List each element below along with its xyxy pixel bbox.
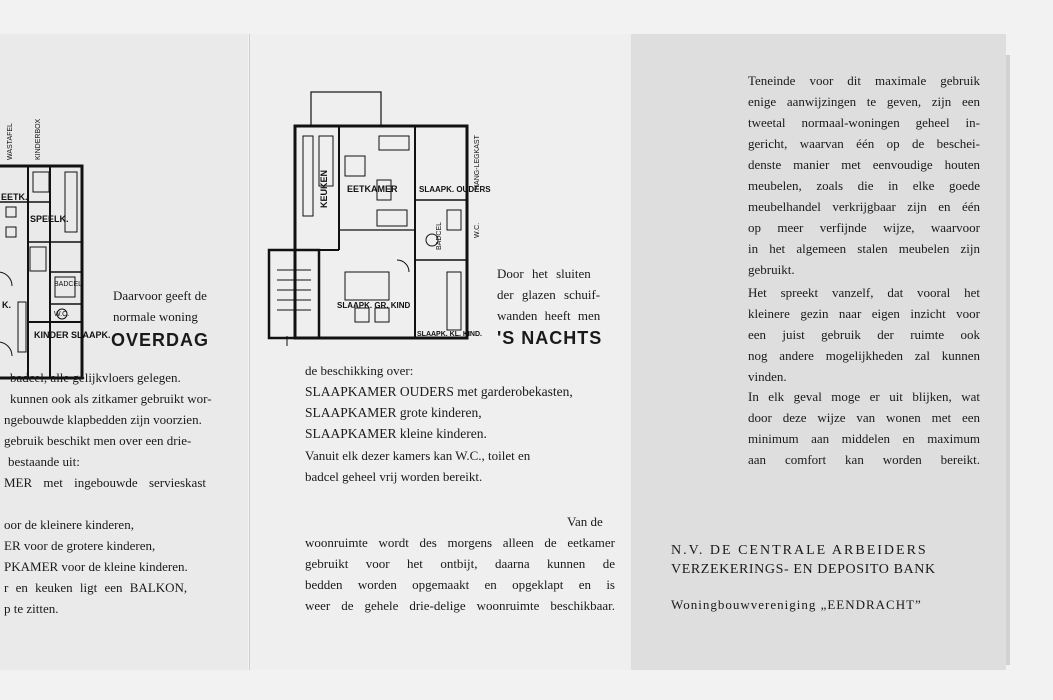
right-body-line: gericht, waarvan één op de beschei- — [748, 136, 980, 151]
right-body-line: op meer verfijnde wijze, waarvoor — [748, 220, 980, 235]
middle-body-line: badcel geheel vrij worden bereikt. — [305, 469, 483, 484]
right-body-line: meubelhandel verkrijgbaar zijn en één — [748, 199, 980, 214]
day-caption-line-1: Daarvoor geeft de — [113, 288, 207, 303]
night-caption-line: wanden heeft men — [497, 308, 601, 323]
left-body-line: kunnen ook als zitkamer gebruikt wor- — [10, 391, 212, 406]
floor-plan-night — [267, 90, 491, 350]
left-body-line: ER voor de grotere kinderen, — [4, 538, 156, 553]
left-body-line: ngebouwde klapbedden zijn voorzien. — [4, 412, 202, 427]
plan-label-slaapk-ouders: SLAAPK. OUDERS — [419, 185, 491, 194]
left-body-line: bestaande uit: — [8, 454, 80, 469]
right-body-line: minimum aan middelen en maximum — [748, 431, 980, 446]
right-body-line: In elk geval moge er uit blijken, wat — [748, 389, 980, 404]
left-body-line: r en keuken ligt een BALKON, — [4, 580, 188, 595]
middle-para2-line: woonruimte wordt des morgens alleen de eetkamer — [305, 535, 615, 550]
day-caption-line-2: normale woning — [113, 309, 198, 324]
left-body-line: MER met ingebouwde servieskast — [4, 475, 206, 490]
right-body-line: gebruikt. — [748, 262, 795, 277]
middle-body-line: SLAAPKAMER kleine kinderen. — [305, 426, 487, 441]
left-body-line: oor de kleinere kinderen, — [4, 517, 134, 532]
right-body-line: door deze wijze van wonen met een — [748, 410, 980, 425]
right-body-line: meubelen, zoals die in elke goede — [748, 178, 980, 193]
night-caption-line: Door het sluiten — [497, 266, 591, 281]
left-body-line: p te zitten. — [4, 601, 59, 616]
plan-label-slaapk-kl-kind: SLAAPK. KL. KIND. — [417, 331, 482, 338]
plan-label-speelk: SPEELK. — [30, 214, 69, 224]
right-body-line: kleinere gezin naar eigen inzicht voor — [748, 306, 980, 321]
right-body-line: tweetal normaal-woningen geheel in- — [748, 115, 980, 130]
plan-label-eetkamer: EETKAMER — [347, 184, 398, 194]
right-body-line: enige aanwijzingen te geven, zijn een — [748, 94, 980, 109]
night-caption-line: der glazen schuif- — [497, 287, 601, 302]
right-body-line: vinden. — [748, 369, 787, 384]
right-body-line: Teneinde voor dit maximale gebruik — [748, 73, 980, 88]
left-body-line: PKAMER voor de kleine kinderen. — [4, 559, 188, 574]
plan-label-badcel: BADCEL — [54, 281, 83, 288]
plan-label-wc: W.C. — [54, 311, 70, 318]
plan-label-badcel: BADCEL — [436, 221, 443, 250]
plan-label-k: K. — [2, 300, 11, 310]
middle-body-line: de beschikking over: — [305, 363, 414, 378]
middle-body-line: SLAAPKAMER OUDERS met garderobekasten, — [305, 384, 573, 399]
middle-para2-line: gebruikt voor het ontbijt, daarna kunnen de — [305, 556, 615, 571]
plan-label-wc: W.C. — [474, 222, 481, 238]
plan-label-keuken: KEUKEN — [319, 169, 329, 208]
left-body-line: badcel, alle gelijkvloers gelegen. — [10, 370, 181, 385]
middle-body-line: SLAAPKAMER grote kinderen, — [305, 405, 482, 420]
middle-para2-first: Van de — [567, 514, 603, 529]
right-panel-edge — [1006, 55, 1010, 665]
plan-label-kinder-slaapk: KINDER SLAAPK. — [34, 330, 111, 340]
floor-plan-day — [0, 72, 111, 352]
company-name-line-2: VERZEKERINGS- EN DEPOSITO BANK — [671, 562, 936, 577]
housing-association: Woningbouwvereniging „EENDRACHT” — [671, 597, 922, 612]
plan-label-slaapk-gr-kind: SLAAPK. GR. KIND — [337, 301, 411, 310]
plan-label-eetk: EETK. — [1, 192, 28, 202]
middle-para2-line: weer de gehele drie-delige woonruimte beschikbaar. — [305, 598, 615, 613]
company-name-line-1: N.V. DE CENTRALE ARBEIDERS — [671, 543, 928, 558]
right-body-line: Het spreekt vanzelf, dat vooral het — [748, 285, 980, 300]
middle-body-line: Vanuit elk dezer kamers kan W.C., toilet en — [305, 448, 531, 463]
right-body-line: in het algemeen stalen meubelen zijn — [748, 241, 980, 256]
plan-label-hang-legkast: HANG-LEGKAST — [474, 135, 481, 190]
left-body-line: gebruik beschikt men over een drie- — [4, 433, 192, 448]
day-heading: OVERDAG — [111, 330, 210, 350]
right-body-line: denste manier met eenvoudige houten — [748, 157, 980, 172]
night-heading: 'S NACHTS — [497, 328, 603, 348]
plan-label-kinderbox: KINDERBOX — [35, 118, 42, 160]
middle-para2-line: bedden worden opgemaakt en opgeklapt en is — [305, 577, 615, 592]
right-body-line: nog andere mogelijkheden zal kunnen — [748, 348, 980, 363]
plan-label-wastafel: WASTAFEL — [7, 123, 14, 160]
right-body-line: aan comfort kan worden bereikt. — [748, 452, 980, 467]
right-body-line: een juist gebruik der ruimte ook — [748, 327, 980, 342]
